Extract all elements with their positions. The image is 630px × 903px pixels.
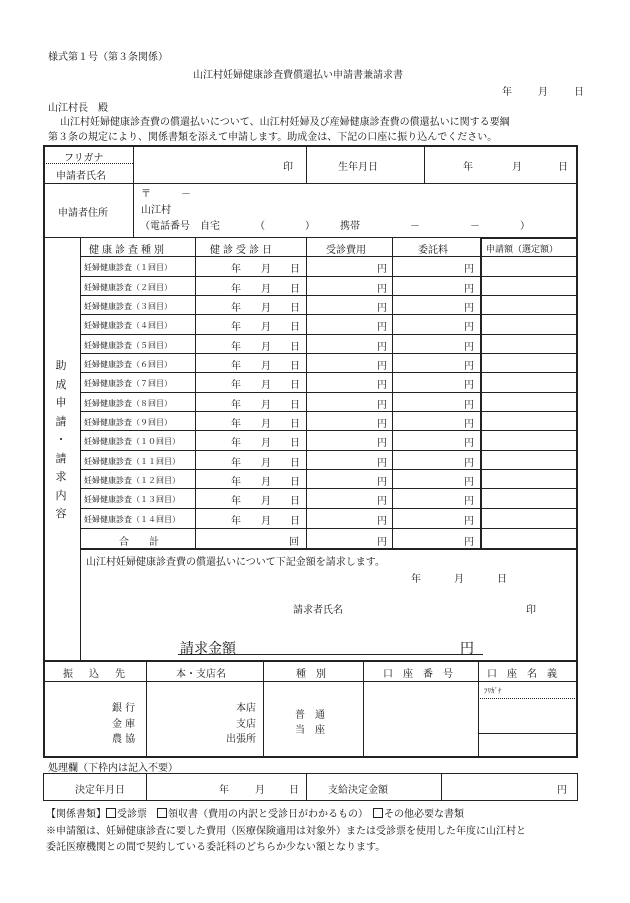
unit-year: 年: [231, 419, 241, 430]
checkup-type-label: 妊婦健康診査（１０回目）: [84, 437, 180, 446]
header-consignment: 委託料: [418, 245, 448, 256]
claim-amount-cell[interactable]: [483, 336, 573, 351]
birth-day: 日: [558, 162, 568, 173]
unit-month: 月: [261, 342, 271, 353]
birth-date-label: 生年月日: [338, 162, 378, 173]
processing-label: 処理欄（下枠内は記入不要）: [48, 763, 178, 774]
bank-header-transfer: 振 込 先: [63, 669, 128, 680]
unit-day: 日: [290, 361, 300, 372]
claim-month: 月: [454, 574, 464, 585]
claim-amount-cell[interactable]: [483, 374, 573, 389]
claim-amount-cell[interactable]: [483, 490, 573, 505]
unit-yen-consign: 円: [464, 477, 474, 488]
claim-statement: 山江村妊婦健康診査費の償還払いについて下記金額を請求します。: [86, 557, 385, 568]
unit-day: 日: [290, 284, 300, 295]
unit-yen-fee: 円: [377, 477, 387, 488]
side-label-char: 助: [55, 359, 67, 372]
intro-line-2: 第３条の規定により、関係書類を添えて申請します。助成金は、下記の口座に振り込んでください。: [48, 132, 498, 143]
unit-day: 日: [290, 438, 300, 449]
claim-amount-cell[interactable]: [483, 297, 573, 312]
checkup-type-label: 妊婦健康診査（２回目）: [84, 283, 172, 292]
unit-month: 月: [261, 496, 271, 507]
unit-yen-consign: 円: [464, 496, 474, 507]
unit-yen-fee: 円: [377, 303, 387, 314]
form-title: 山江村妊婦健康診査費償還払い申請書兼請求書: [193, 70, 403, 81]
unit-month: 月: [261, 458, 271, 469]
unit-day: 日: [290, 419, 300, 430]
unit-month: 月: [261, 264, 271, 275]
unit-year: 年: [231, 458, 241, 469]
unit-yen-consign: 円: [464, 284, 474, 295]
decision-amount-label: 支給決定金額: [328, 785, 388, 796]
header-fee: 受診費用: [326, 245, 366, 256]
checkup-type-label: 妊婦健康診査（９回目）: [84, 418, 172, 427]
inst-shinkin: 金 庫: [112, 719, 136, 730]
header-date-month: 月: [538, 87, 548, 98]
checkup-type-label: 妊婦健康診査（７回目）: [84, 379, 172, 388]
related-documents: [46, 805, 464, 820]
unit-yen-consign: 円: [464, 419, 474, 430]
holder-furigana-label: ﾌﾘｶﾞﾅ: [484, 687, 502, 695]
intro-line-1: 山江村妊婦健康診査費の償還払いについて、山江村妊婦及び産婦健康診査費の償還払いに関する要綱: [60, 117, 510, 128]
unit-yen-consign: 円: [464, 438, 474, 449]
unit-month: 月: [261, 516, 271, 527]
unit-month: 月: [261, 438, 271, 449]
header-claim-amount: 申請額（選定額）: [486, 245, 559, 255]
claim-amount-cell[interactable]: [483, 471, 573, 486]
applicant-seal: 印: [283, 162, 293, 173]
side-label-char: 請: [55, 414, 67, 428]
unit-year: 年: [231, 303, 241, 314]
note-line-2: 委託医療機関との間で契約している委託料のどちらか少ない額となります。: [46, 842, 386, 853]
claim-amount-cell[interactable]: [483, 432, 573, 447]
unit-yen-fee: 円: [377, 284, 387, 295]
checkbox-other-docs[interactable]: [373, 808, 383, 818]
unit-month: 月: [261, 322, 271, 333]
unit-yen-fee: 円: [377, 342, 387, 353]
unit-month: 月: [261, 284, 271, 295]
claimant-name-label: 請求者氏名: [293, 605, 343, 616]
claim-amount-field[interactable]: [250, 636, 455, 654]
phone-numbers: （電話番号 自宅 （ ） 携帯 － － ）: [140, 221, 530, 232]
inst-bank: 銀 行: [112, 703, 136, 714]
applicant-name-field[interactable]: [136, 147, 304, 181]
unit-day: 日: [290, 322, 300, 333]
unit-year: 年: [231, 322, 241, 333]
unit-yen-consign: 円: [464, 458, 474, 469]
unit-month: 月: [261, 477, 271, 488]
side-label-char: 申: [55, 396, 67, 409]
bank-header-account: 口 座 番 号: [383, 669, 453, 680]
unit-year: 年: [231, 284, 241, 295]
side-label-char: 請: [55, 451, 67, 465]
claim-amount-cell[interactable]: [483, 413, 573, 428]
doc-other: その他必要な書類: [384, 809, 464, 820]
doc-receipt: 領収書（費用の内訳と受診日がわかるもの）: [168, 809, 363, 820]
unit-yen-consign: 円: [464, 361, 474, 372]
total-consign-unit: 円: [464, 537, 474, 548]
doc-receipt-ticket: 受診票: [117, 809, 147, 820]
side-label-char: 内: [55, 488, 67, 502]
checkup-type-label: 妊婦健康診査（４回目）: [84, 321, 172, 330]
unit-year: 年: [231, 477, 241, 488]
addressee: 山江村長 殿: [48, 103, 108, 114]
checkup-type-label: 妊婦健康診査（１２回目）: [84, 476, 180, 485]
claim-amount-cell[interactable]: [483, 355, 573, 370]
subsidy-side-label: [54, 357, 68, 524]
unit-yen-consign: 円: [464, 400, 474, 411]
header-date-year: 年: [502, 87, 512, 98]
unit-year: 年: [231, 264, 241, 275]
checkup-type-label: 妊婦健康診査（８回目）: [84, 399, 172, 408]
unit-day: 日: [290, 477, 300, 488]
birth-date-field[interactable]: [426, 147, 574, 181]
checkup-type-label: 妊婦健康診査（６回目）: [84, 360, 172, 369]
claim-day: 日: [497, 574, 507, 585]
unit-yen-fee: 円: [377, 322, 387, 333]
unit-month: 月: [261, 400, 271, 411]
unit-day: 日: [290, 342, 300, 353]
unit-day: 日: [290, 380, 300, 391]
unit-yen-fee: 円: [377, 496, 387, 507]
unit-year: 年: [231, 516, 241, 527]
unit-yen-consign: 円: [464, 264, 474, 275]
birth-year: 年: [463, 162, 473, 173]
branch-office: 出張所: [226, 734, 256, 745]
unit-yen-consign: 円: [464, 303, 474, 314]
unit-day: 日: [290, 496, 300, 507]
claim-amount-label: 請求金額: [180, 641, 236, 657]
side-label-char: 容: [55, 507, 67, 520]
unit-yen-consign: 円: [464, 342, 474, 353]
unit-year: 年: [231, 400, 241, 411]
account-number-field[interactable]: [366, 684, 476, 754]
header-checkup-date: 健診受診日: [210, 245, 275, 256]
postal-code: 〒 －: [141, 189, 191, 200]
birth-month: 月: [512, 162, 522, 173]
checkup-type-label: 妊婦健康診査（１回目）: [84, 263, 172, 272]
claim-amount-cell[interactable]: [483, 278, 573, 293]
inst-nokyo: 農 協: [112, 734, 136, 745]
unit-month: 月: [261, 303, 271, 314]
header-checkup-type: 健康診査種別: [89, 245, 167, 256]
applicant-name-label: 申請者氏名: [56, 171, 106, 182]
claim-amount-unit: 円: [460, 641, 474, 657]
unit-yen-consign: 円: [464, 516, 474, 527]
claim-amount-cell[interactable]: [483, 510, 573, 525]
decision-year: 年: [219, 785, 229, 796]
total-label: 合 計: [119, 537, 159, 548]
unit-yen-fee: 円: [377, 361, 387, 372]
address-village: 山江村: [141, 205, 171, 216]
claimant-seal: 印: [526, 605, 536, 616]
unit-yen-consign: 円: [464, 380, 474, 391]
claimant-name-field[interactable]: [356, 598, 516, 616]
branch-sub: 支店: [236, 719, 256, 730]
branch-main: 本店: [236, 703, 256, 714]
form-number: 様式第１号（第３条関係）: [48, 52, 168, 63]
unit-yen-fee: 円: [377, 458, 387, 469]
decision-date-label: 決定年月日: [75, 785, 125, 796]
side-label-char: 求: [55, 470, 67, 483]
bank-header-holder: 口 座 名 義: [487, 669, 557, 680]
total-count-unit: 回: [289, 537, 299, 548]
checkbox-receipt[interactable]: [157, 808, 167, 818]
bank-header-branch: 本・支店名: [176, 669, 226, 680]
claim-amount-cell[interactable]: [483, 394, 573, 409]
claim-amount-cell[interactable]: [483, 258, 573, 273]
unit-yen-fee: 円: [377, 400, 387, 411]
bank-header-type: 種 別: [296, 669, 326, 680]
account-type-toza[interactable]: 当 座: [295, 725, 325, 736]
unit-month: 月: [261, 361, 271, 372]
side-label-char: 成: [55, 377, 67, 391]
unit-year: 年: [231, 361, 241, 372]
total-fee-unit: 円: [377, 537, 387, 548]
decision-month: 月: [255, 785, 265, 796]
unit-yen-fee: 円: [377, 264, 387, 275]
unit-year: 年: [231, 342, 241, 353]
furigana-label: フリガナ: [64, 153, 104, 164]
address-label: 申請者住所: [58, 208, 108, 219]
unit-yen-fee: 円: [377, 380, 387, 391]
unit-day: 日: [290, 303, 300, 314]
checkup-type-label: 妊婦健康診査（１４回目）: [84, 515, 180, 524]
unit-yen-consign: 円: [464, 322, 474, 333]
unit-year: 年: [231, 496, 241, 507]
header-date-day: 日: [574, 87, 584, 98]
claim-amount-cell[interactable]: [483, 452, 573, 467]
unit-day: 日: [290, 458, 300, 469]
docs-label: 【関係書類】: [46, 809, 106, 820]
checkup-type-label: 妊婦健康診査（１１回目）: [84, 457, 180, 466]
unit-day: 日: [290, 400, 300, 411]
claim-amount-cell[interactable]: [483, 316, 573, 331]
unit-year: 年: [231, 438, 241, 449]
checkup-type-label: 妊婦健康診査（５回目）: [84, 341, 172, 350]
unit-year: 年: [231, 380, 241, 391]
account-type-futsu[interactable]: 普 通: [295, 710, 325, 721]
checkbox-receipt-ticket[interactable]: [106, 808, 116, 818]
unit-yen-fee: 円: [377, 419, 387, 430]
checkup-type-label: 妊婦健康診査（１３回目）: [84, 495, 180, 504]
unit-day: 日: [290, 264, 300, 275]
unit-day: 日: [290, 516, 300, 527]
note-line-1: ※申請額は、妊婦健康診査に要した費用（医療保険適用は対象外）または受診票を使用した年度に山江村と: [46, 826, 526, 837]
unit-month: 月: [261, 419, 271, 430]
unit-yen-fee: 円: [377, 516, 387, 527]
claim-year: 年: [411, 574, 421, 585]
checkup-type-label: 妊婦健康診査（３回目）: [84, 302, 172, 311]
side-label-char: ・: [55, 433, 67, 446]
decision-amount-unit: 円: [557, 785, 567, 796]
account-holder-field[interactable]: [481, 700, 575, 732]
unit-month: 月: [261, 380, 271, 391]
decision-day: 日: [289, 785, 299, 796]
unit-yen-fee: 円: [377, 438, 387, 449]
